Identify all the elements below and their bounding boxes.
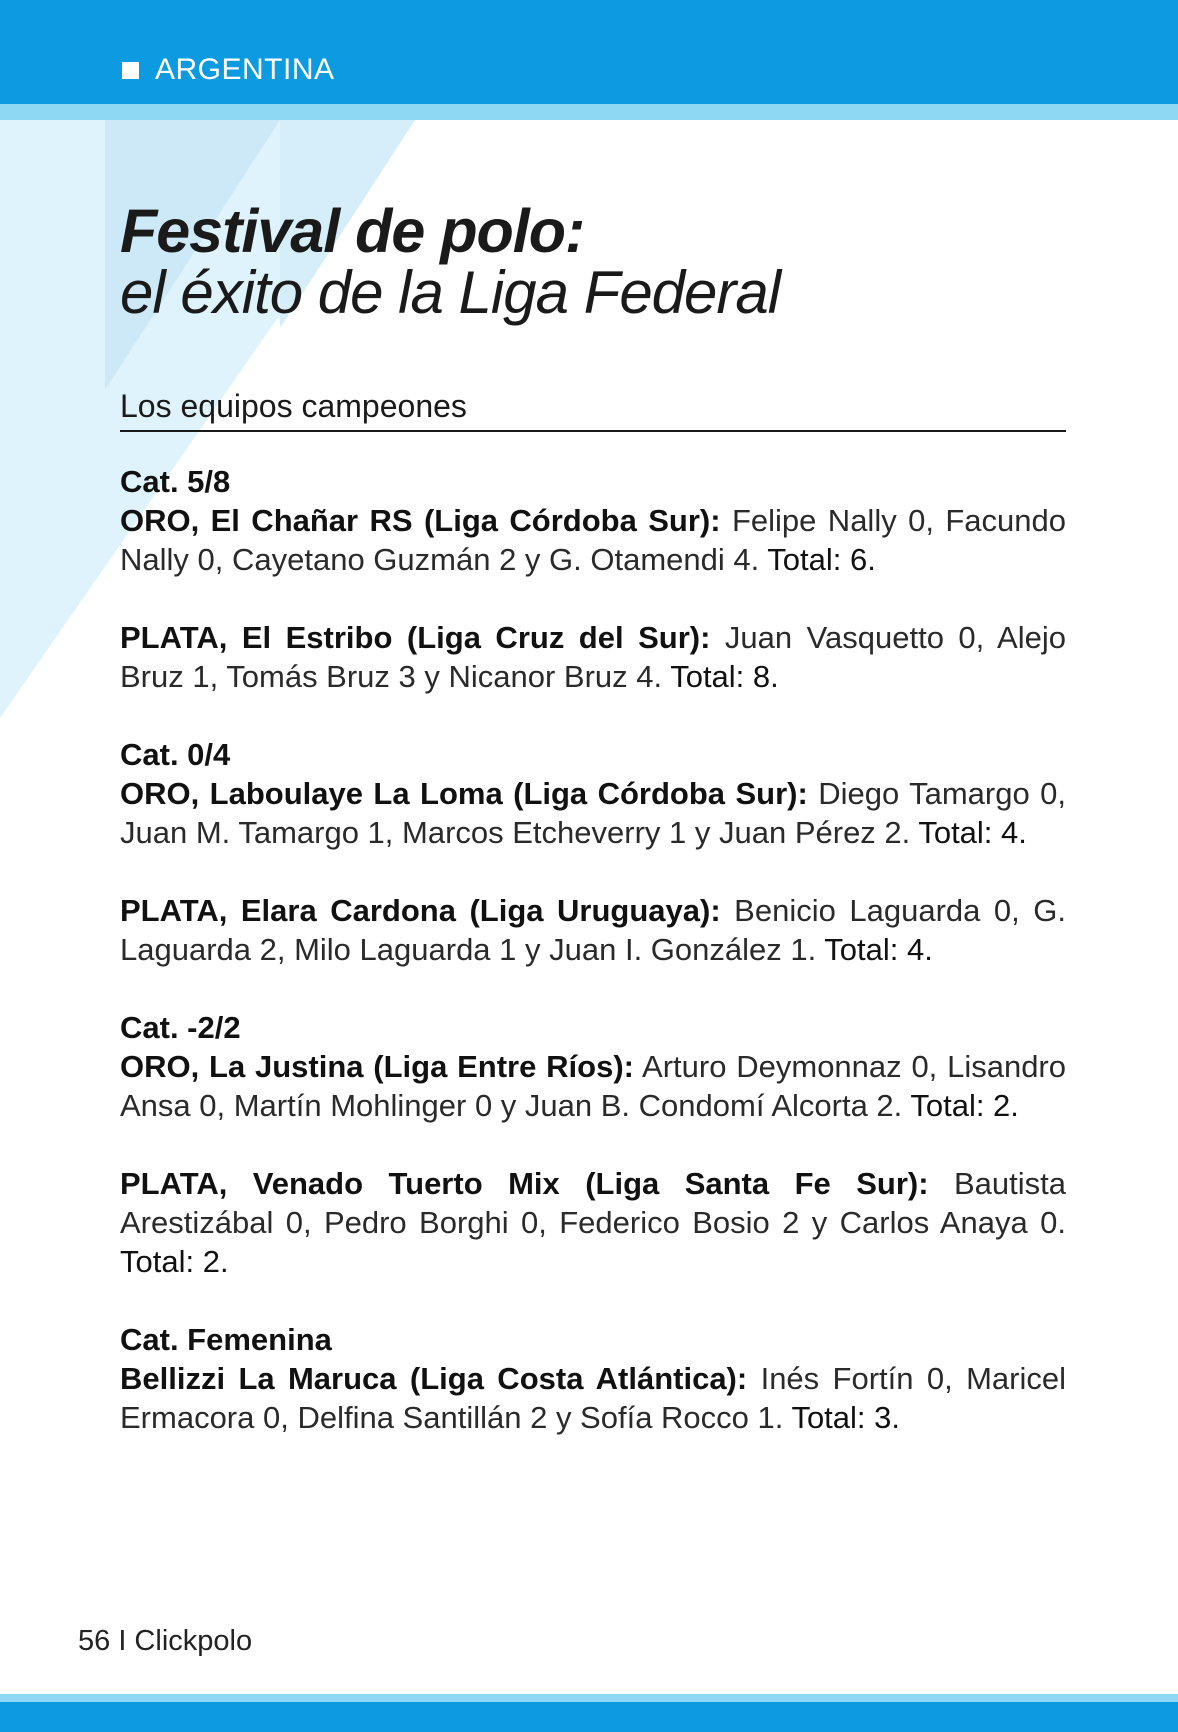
article-title-block — [120, 197, 1080, 326]
player-list: Diego Tamargo 0, Juan M. Tamargo 1, Marcos Etcheverry 1 y Juan Pérez 2. — [120, 776, 1066, 850]
team-entry — [120, 1047, 1066, 1125]
category-heading: Cat. 5/8 — [120, 464, 231, 499]
team-total: Total: 4. — [824, 932, 933, 967]
section-subhead: Los equipos campeones — [120, 386, 1066, 432]
category-heading: Cat. Femenina — [120, 1322, 332, 1357]
header-accent-strip — [0, 104, 1178, 120]
team-total: Total: 8. — [670, 659, 779, 694]
team-total: Total: 2. — [120, 1244, 229, 1279]
player-list: Benicio Laguarda 0, G. Laguarda 2, Milo Laguarda 1 y Juan I. González 1. — [120, 893, 1066, 967]
team-name: PLATA, El Estribo (Liga Cruz del Sur): — [120, 620, 711, 655]
player-list: Felipe Nally 0, Facundo Nally 0, Cayetano Guzmán 2 y G. Otamendi 4. — [120, 503, 1066, 577]
player-list: Inés Fortín 0, Maricel Ermacora 0, Delfina Santillán 2 y Sofía Rocco 1. — [120, 1361, 1066, 1435]
article-title: Festival de polo: — [120, 197, 585, 265]
team-name: ORO, Laboulaye La Loma (Liga Córdoba Sur): — [120, 776, 808, 811]
team-total: Total: 2. — [910, 1088, 1019, 1123]
team-total: Total: 3. — [791, 1400, 900, 1435]
team-name: ORO, La Justina (Liga Entre Ríos): — [120, 1049, 634, 1084]
team-total: Total: 4. — [918, 815, 1027, 850]
bottom-accent-strip — [0, 1694, 1178, 1702]
section-label — [122, 50, 335, 90]
player-list: Bautista Arestizábal 0, Pedro Borghi 0, Federico Bosio 2 y Carlos Anaya 0. — [120, 1166, 1066, 1240]
team-entry — [120, 501, 1066, 579]
team-name: PLATA, Elara Cardona (Liga Uruguaya): — [120, 893, 721, 928]
player-list: Arturo Deymonnaz 0, Lisandro Ansa 0, Martín Mohlinger 0 y Juan B. Condomí Alcorta 2. — [120, 1049, 1066, 1123]
square-icon — [122, 62, 139, 79]
team-entry — [120, 774, 1066, 852]
team-name: ORO, El Chañar RS (Liga Córdoba Sur): — [120, 503, 721, 538]
category-heading: Cat. 0/4 — [120, 737, 231, 772]
team-name: Bellizzi La Maruca (Liga Costa Atlántica): — [120, 1361, 748, 1396]
page-footer: 56 I Clickpolo — [78, 1625, 253, 1657]
article-subtitle: el éxito de la Liga Federal — [120, 259, 781, 326]
category-heading: Cat. -2/2 — [120, 1010, 241, 1045]
team-entry — [120, 1164, 1066, 1281]
team-total: Total: 6. — [767, 542, 876, 577]
team-entry — [120, 618, 1066, 696]
player-list: Juan Vasquetto 0, Alejo Bruz 1, Tomás Bruz 3 y Nicanor Bruz 4. — [120, 620, 1066, 694]
team-name: PLATA, Venado Tuerto Mix (Liga Santa Fe Sur): — [120, 1166, 929, 1201]
team-entry — [120, 1359, 1066, 1437]
team-entry — [120, 891, 1066, 969]
results-content — [120, 462, 1066, 1437]
section-label-text: ARGENTINA — [155, 53, 335, 86]
